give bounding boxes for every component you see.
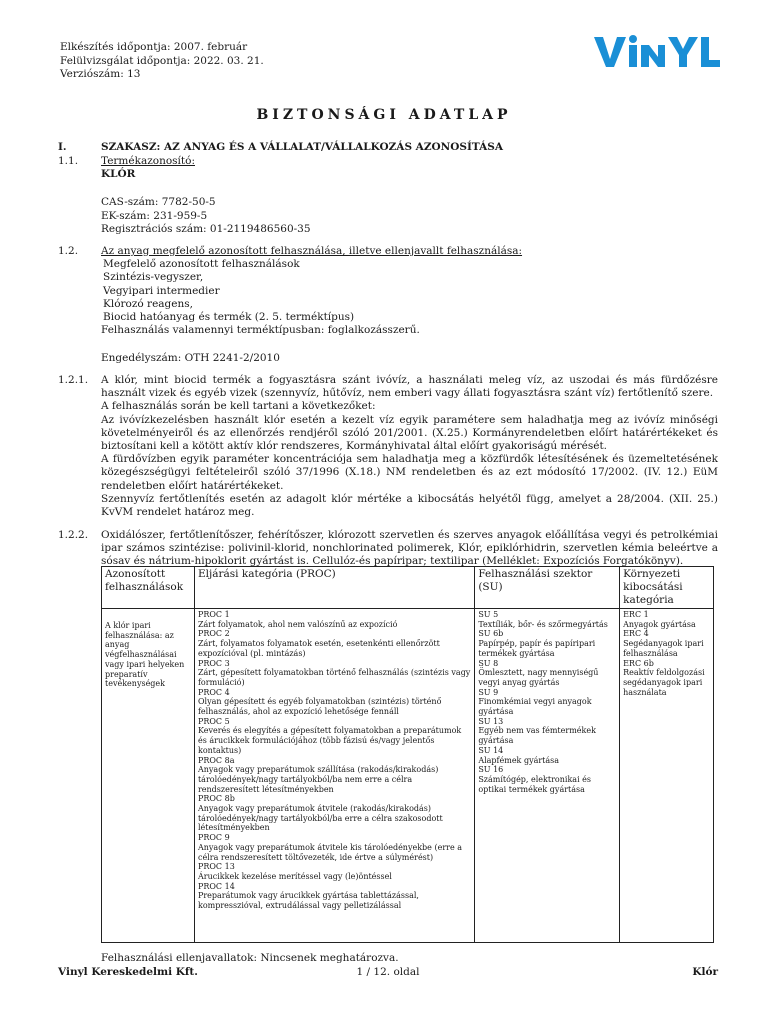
section-number: I. (58, 141, 67, 153)
erc-line: ERC 6b (623, 658, 654, 668)
subsection-number: 1.2.2. (58, 529, 89, 541)
paragraph: A klór, mint biocid termék a fogyasztásra szánt ivóvíz, a használati meleg víz, az uszodai és más fürdőzésre használt vizek és egyéb vizek (szennyvíz, hűtővíz, nem emberi vagy állati fogyasztásra szánt víz) fertőtlenítő szere. (101, 374, 718, 400)
proc-line: Zárt, folyamatos folyamatok esetén, esetenkénti ellenőrzött expozícióval (pl. mintázás) (197, 639, 440, 658)
column-header: Felhasználási szektor (SU) (475, 567, 620, 609)
paragraph: Oxidálószer, fertőtlenítőszer, fehérítőszer, klórozott szervetlen és szerves anyagok előállítása vegyi és petrolkémiai ipar számos szintézise: polivinil-klorid, nonchlorinated polimerek, Klór, epiklórhidrin, szervetlen kémia beleértve a sósav és nátrium-hipoklorit gyártást is. Cellulóz-és papíripar; textilipar (Melléklet: Expozíciós Forgatókönyv). (101, 529, 718, 568)
erc-cell (620, 609, 714, 943)
proc-line: Keverés és elegyítés a gépesített folyamatokban a preparátumok és árucikkek formulációjához (több fázisú és/vagy jelentős kontaktus) (197, 726, 462, 755)
su-line: SU 9 (478, 687, 499, 697)
subsection-number: 1.1. (58, 155, 79, 167)
product-identifier-label: Termékazonosító: (101, 155, 195, 167)
permit-number: Engedélyszám: OTH 2241-2/2010 (101, 352, 280, 365)
proc-line: PROC 13 (197, 862, 235, 872)
proc-line: Anyagok vagy preparátumok szállítása (rakodás/kirakodás) tárolóedények/nagy tartályokból/ba nem erre a célra rendszeresített létesítményekben (197, 765, 439, 794)
su-line: SU 13 (478, 716, 504, 726)
identified-uses-label: Az anyag megfelelő azonosított felhasználása, illetve ellenjavallt felhasználása: (101, 245, 523, 257)
su-line: Papírpép, papír és papíripari termékek gyártása (478, 639, 596, 658)
section-title: SZAKASZ: AZ ANYAG ÉS A VÁLLALAT/VÁLLALKOZÁS AZONOSÍTÁSA (101, 141, 503, 153)
footer-product: Klór (692, 966, 718, 978)
proc-line: Preparátumok vagy árucikkek gyártása tablettázással, kompresszióval, extrudálással vagy pelletizálással (197, 891, 419, 911)
proc-line: Anyagok vagy preparátumok átvitele (rakodás/kirakodás) tárolóedények/nagy tartályokból/ba erre a célra szakosodott létesítményekben (197, 804, 443, 833)
creation-date: Elkészítés időpontja: 2007. február (60, 41, 248, 53)
proc-line: Árucikkek kezelése merítéssel vagy (le)öntéssel (197, 871, 392, 881)
proc-line: PROC 5 (197, 716, 230, 726)
vinyl-logo (592, 33, 722, 71)
ek-number: EK-szám: 231-959-5 (101, 209, 208, 222)
su-line: SU 14 (478, 745, 504, 755)
subsection-number: 1.2. (58, 245, 79, 257)
review-date: Felülvizsgálat időpontja: 2022. 03. 21. (60, 54, 264, 67)
proc-line: PROC 8b (197, 794, 235, 804)
column-header: Azonosított felhasználások (102, 567, 195, 609)
version-number: Verziószám: 13 (60, 68, 141, 80)
product-name: KLÓR (101, 168, 136, 181)
su-line: Ömlesztett, nagy mennyiségű vegyi anyag gyártás (478, 668, 599, 687)
identified-use-cell: A klór ipari felhasználása: az anyag végfelhasználásai vagy ipari helyeken preparatív tevékenységek (102, 609, 195, 943)
document-title: BIZTONSÁGI ADATLAP (256, 107, 512, 123)
proc-line: PROC 1 (197, 610, 230, 619)
proc-cell (194, 609, 474, 943)
use-line: Szintézis-vegyszer, (103, 271, 204, 284)
table-row (102, 609, 714, 943)
contraindication-text: Felhasználási ellenjavallatok: Nincsenek meghatározva. (101, 952, 399, 964)
uses-table (101, 566, 714, 943)
su-line: Textíliák, bőr- és szőrmegyártás (478, 619, 608, 629)
su-line: SU 6b (478, 629, 504, 639)
proc-line: PROC 8a (197, 755, 235, 765)
footer-company: Vinyl Kereskedelmi Kft. (58, 966, 198, 978)
use-line: Felhasználás valamennyi terméktípusban: foglalkozásszerű. (101, 324, 420, 337)
proc-line: Anyagok vagy preparátumok átvitele kis tárolóedényekbe (erre a célra rendszeresített töltővezeték, ide értve a súlymérést) (197, 842, 463, 862)
registration-number: Regisztrációs szám: 01-2119486560-35 (101, 222, 311, 235)
use-line: Vegyipari intermedier (103, 284, 220, 297)
paragraph: Szennyvíz fertőtlenítés esetén az adagolt klór mértéke a kibocsátás helyétől függ, amelyet a 28/2004. (XII. 25.) KvVM rendelet határoz meg. (101, 492, 718, 519)
proc-line: Zárt, gépesített folyamatokban történő felhasználás (szintézis vagy formuláció) (197, 668, 471, 687)
column-header: Környezeti kibocsátási kategória (620, 567, 714, 609)
su-line: SU 5 (478, 610, 499, 619)
footer-page-number: 1 / 12. oldal (356, 966, 420, 978)
paragraph: Az ivóvízkezelésben használt klór esetén a kezelt víz egyik paramétere sem haladhatja meg az ivóvíz minőségi követelményeiről és az ellenőrzés rendjéről szóló 201/2001. (X.25.) Kormányrendeletben előírt határértékeket és biztosítani kell a kötött aktív klór rendszeres, Kormányhivatal által előírt gyakoriságú mérését. (101, 413, 718, 453)
proc-line: PROC 2 (197, 629, 230, 639)
erc-line: ERC 1 (623, 610, 649, 619)
proc-line: PROC 3 (197, 658, 230, 668)
use-line: Megfelelő azonosított felhasználások (103, 258, 300, 271)
su-line: Alapfémek gyártása (478, 755, 560, 765)
su-line: SU 8 (478, 658, 499, 668)
erc-line: Reaktív feldolgozási segédanyagok ipari használata (623, 668, 705, 697)
proc-line: PROC 9 (197, 833, 230, 843)
column-header: Eljárási kategória (PROC) (194, 567, 474, 609)
erc-line: ERC 4 (623, 629, 649, 639)
proc-line: Olyan gépesített és egyéb folyamatokban (szintézis) történő felhasználás, ahol az expozíció lehetősége fennáll (197, 697, 442, 717)
su-cell (475, 609, 620, 943)
subsection-number: 1.2.1. (58, 374, 89, 386)
proc-line: PROC 4 (197, 687, 230, 697)
use-line: Biocid hatóanyag és termék (2. 5. terméktípus) (103, 311, 355, 324)
paragraph: A felhasználás során be kell tartani a következőket: (101, 400, 376, 413)
document-meta (60, 41, 264, 82)
su-line: SU 16 (478, 765, 504, 775)
erc-line: Anyagok gyártása (623, 619, 696, 629)
paragraph: A fürdővízben egyik paraméter koncentrációja sem haladhatja meg a közfürdők létesítésének és üzemeltetésének közegészségügyi feltételeiről szóló 37/1996 (X.18.) NM rendeletben és az ezt módosító 17/2002. (IV. 12.) EüM rendeletben előírt határértékeket. (101, 453, 718, 492)
proc-line: PROC 14 (197, 881, 235, 891)
cas-number: CAS-szám: 7782-50-5 (101, 196, 216, 209)
table-header-row (102, 567, 714, 609)
proc-line: Zárt folyamatok, ahol nem valószínű az expozíció (197, 619, 398, 629)
erc-line: Segédanyagok ipari felhasználása (623, 639, 704, 658)
su-line: Számítógép, elektronikai és optikai termékek gyártása (478, 774, 592, 794)
su-line: Egyéb nem vas fémtermékek gyártása (478, 726, 596, 746)
su-line: Finomkémiai vegyi anyagok gyártása (478, 697, 592, 717)
use-line: Klórozó reagens, (103, 297, 193, 310)
